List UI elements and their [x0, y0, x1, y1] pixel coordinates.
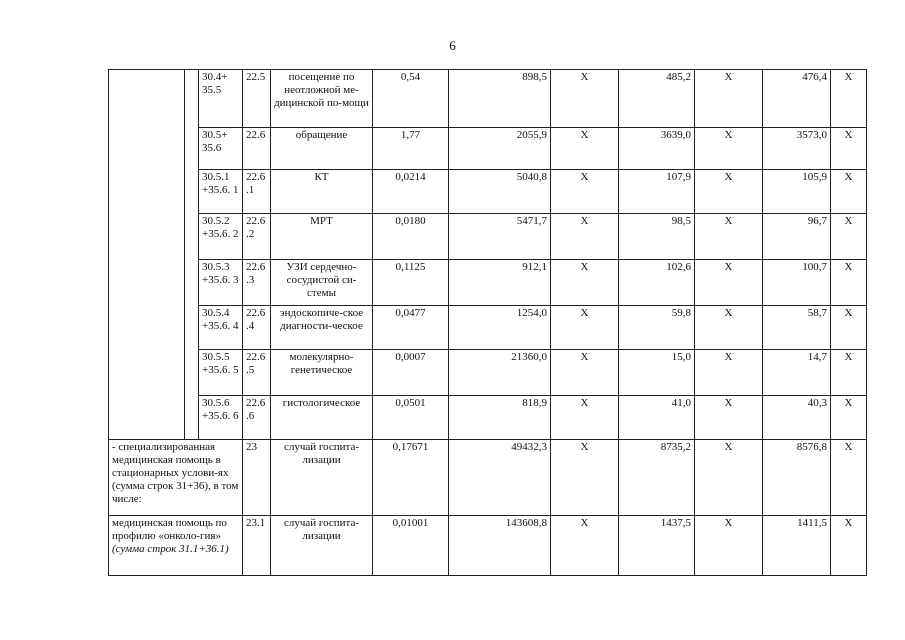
norm-value: 1,77 [373, 128, 449, 170]
x-mark: Х [695, 306, 763, 350]
row-code: 30.5.5 +35.6. 5 [199, 350, 243, 396]
cost-value: 2055,9 [449, 128, 551, 170]
row-label-italic: (сумма строк 31.1+36.1) [112, 543, 229, 555]
table-row [109, 170, 867, 214]
x-mark: Х [551, 128, 619, 170]
x-mark: Х [831, 260, 867, 306]
value-cell: 98,5 [619, 214, 695, 260]
x-mark: Х [831, 350, 867, 396]
cost-value: 21360,0 [449, 350, 551, 396]
row-code: 30.5.2 +35.6. 2 [199, 214, 243, 260]
unit-of-measure: МРТ [271, 214, 373, 260]
line-number: 22.6 .4 [243, 306, 271, 350]
line-number: 22.6 .2 [243, 214, 271, 260]
line-number: 22.6 .1 [243, 170, 271, 214]
x-mark: Х [695, 260, 763, 306]
value-cell: 105,9 [763, 170, 831, 214]
unit-of-measure: УЗИ сердечно-сосудистой си-стемы [271, 260, 373, 306]
cost-value: 912,1 [449, 260, 551, 306]
unit-of-measure: гистологическое [271, 396, 373, 440]
table-row [109, 396, 867, 440]
value-cell: 1411,5 [763, 516, 831, 576]
value-cell: 102,6 [619, 260, 695, 306]
unit-of-measure: случай госпита-лизации [271, 516, 373, 576]
line-number: 22.5 [243, 70, 271, 128]
x-mark: Х [551, 440, 619, 516]
table-body [109, 70, 867, 576]
x-mark: Х [551, 170, 619, 214]
x-mark: Х [831, 214, 867, 260]
x-mark: Х [831, 128, 867, 170]
value-cell: 107,9 [619, 170, 695, 214]
norm-value: 0,0007 [373, 350, 449, 396]
row-label [109, 440, 243, 516]
table-row [109, 440, 867, 516]
unit-of-measure: КТ [271, 170, 373, 214]
value-cell: 40,3 [763, 396, 831, 440]
x-mark: Х [551, 70, 619, 128]
x-mark: Х [831, 396, 867, 440]
value-cell: 3573,0 [763, 128, 831, 170]
cost-value: 49432,3 [449, 440, 551, 516]
x-mark: Х [551, 350, 619, 396]
table-row [109, 350, 867, 396]
x-mark: Х [551, 516, 619, 576]
table-row [109, 128, 867, 170]
value-cell: 15,0 [619, 350, 695, 396]
row-label [109, 516, 243, 576]
cost-value: 5040,8 [449, 170, 551, 214]
cost-value: 5471,7 [449, 214, 551, 260]
line-number: 23 [243, 440, 271, 516]
cost-value: 818,9 [449, 396, 551, 440]
table-row [109, 516, 867, 576]
x-mark: Х [831, 70, 867, 128]
norm-value: 0,0214 [373, 170, 449, 214]
x-mark: Х [695, 70, 763, 128]
row-code: 30.5.6 +35.6. 6 [199, 396, 243, 440]
cost-value: 1254,0 [449, 306, 551, 350]
x-mark: Х [551, 214, 619, 260]
value-cell: 58,7 [763, 306, 831, 350]
empty-label-cell [185, 70, 199, 440]
unit-of-measure: посещение по неотложной ме-дицинской по-мощи [271, 70, 373, 128]
x-mark: Х [831, 306, 867, 350]
x-mark: Х [695, 214, 763, 260]
row-label-text: - специализированная медицинская помощь в стационарных услови-ях (сумма строк 31+36), в том числе: [112, 441, 239, 505]
x-mark: Х [695, 516, 763, 576]
row-code: 30.5.3 +35.6. 3 [199, 260, 243, 306]
x-mark: Х [831, 440, 867, 516]
unit-of-measure: случай госпита-лизации [271, 440, 373, 516]
value-cell: 59,8 [619, 306, 695, 350]
x-mark: Х [695, 440, 763, 516]
row-code: 30.5+ 35.6 [199, 128, 243, 170]
value-cell: 1437,5 [619, 516, 695, 576]
empty-label-cell [109, 70, 185, 440]
line-number: 22.6 .5 [243, 350, 271, 396]
value-cell: 14,7 [763, 350, 831, 396]
value-cell: 3639,0 [619, 128, 695, 170]
value-cell: 41,0 [619, 396, 695, 440]
row-code: 30.5.1 +35.6. 1 [199, 170, 243, 214]
norm-value: 0,54 [373, 70, 449, 128]
norm-value: 0,01001 [373, 516, 449, 576]
unit-of-measure: эндоскопиче-ское диагности-ческое [271, 306, 373, 350]
row-code: 30.5.4 +35.6. 4 [199, 306, 243, 350]
x-mark: Х [831, 170, 867, 214]
cost-value: 898,5 [449, 70, 551, 128]
table-row [109, 260, 867, 306]
x-mark: Х [695, 350, 763, 396]
x-mark: Х [695, 396, 763, 440]
norm-value: 0,0180 [373, 214, 449, 260]
value-cell: 8735,2 [619, 440, 695, 516]
norm-value: 0,0501 [373, 396, 449, 440]
unit-of-measure: молекулярно-генетическое [271, 350, 373, 396]
norm-value: 0,1125 [373, 260, 449, 306]
value-cell: 96,7 [763, 214, 831, 260]
value-cell: 485,2 [619, 70, 695, 128]
row-label-text: медицинская помощь по профилю «онколо-гия» [112, 517, 227, 542]
x-mark: Х [551, 396, 619, 440]
line-number: 23.1 [243, 516, 271, 576]
table-row [109, 70, 867, 128]
x-mark: Х [831, 516, 867, 576]
value-cell: 100,7 [763, 260, 831, 306]
row-code: 30.4+ 35.5 [199, 70, 243, 128]
page-number: 6 [449, 38, 456, 53]
value-cell: 8576,8 [763, 440, 831, 516]
value-cell: 476,4 [763, 70, 831, 128]
norm-value: 0,17671 [373, 440, 449, 516]
line-number: 22.6 .3 [243, 260, 271, 306]
cost-value: 143608,8 [449, 516, 551, 576]
x-mark: Х [551, 306, 619, 350]
line-number: 22.6 [243, 128, 271, 170]
table-row [109, 306, 867, 350]
table-row [109, 214, 867, 260]
x-mark: Х [695, 170, 763, 214]
x-mark: Х [695, 128, 763, 170]
x-mark: Х [551, 260, 619, 306]
medical-care-table [108, 69, 867, 576]
line-number: 22.6 .6 [243, 396, 271, 440]
norm-value: 0,0477 [373, 306, 449, 350]
unit-of-measure: обращение [271, 128, 373, 170]
